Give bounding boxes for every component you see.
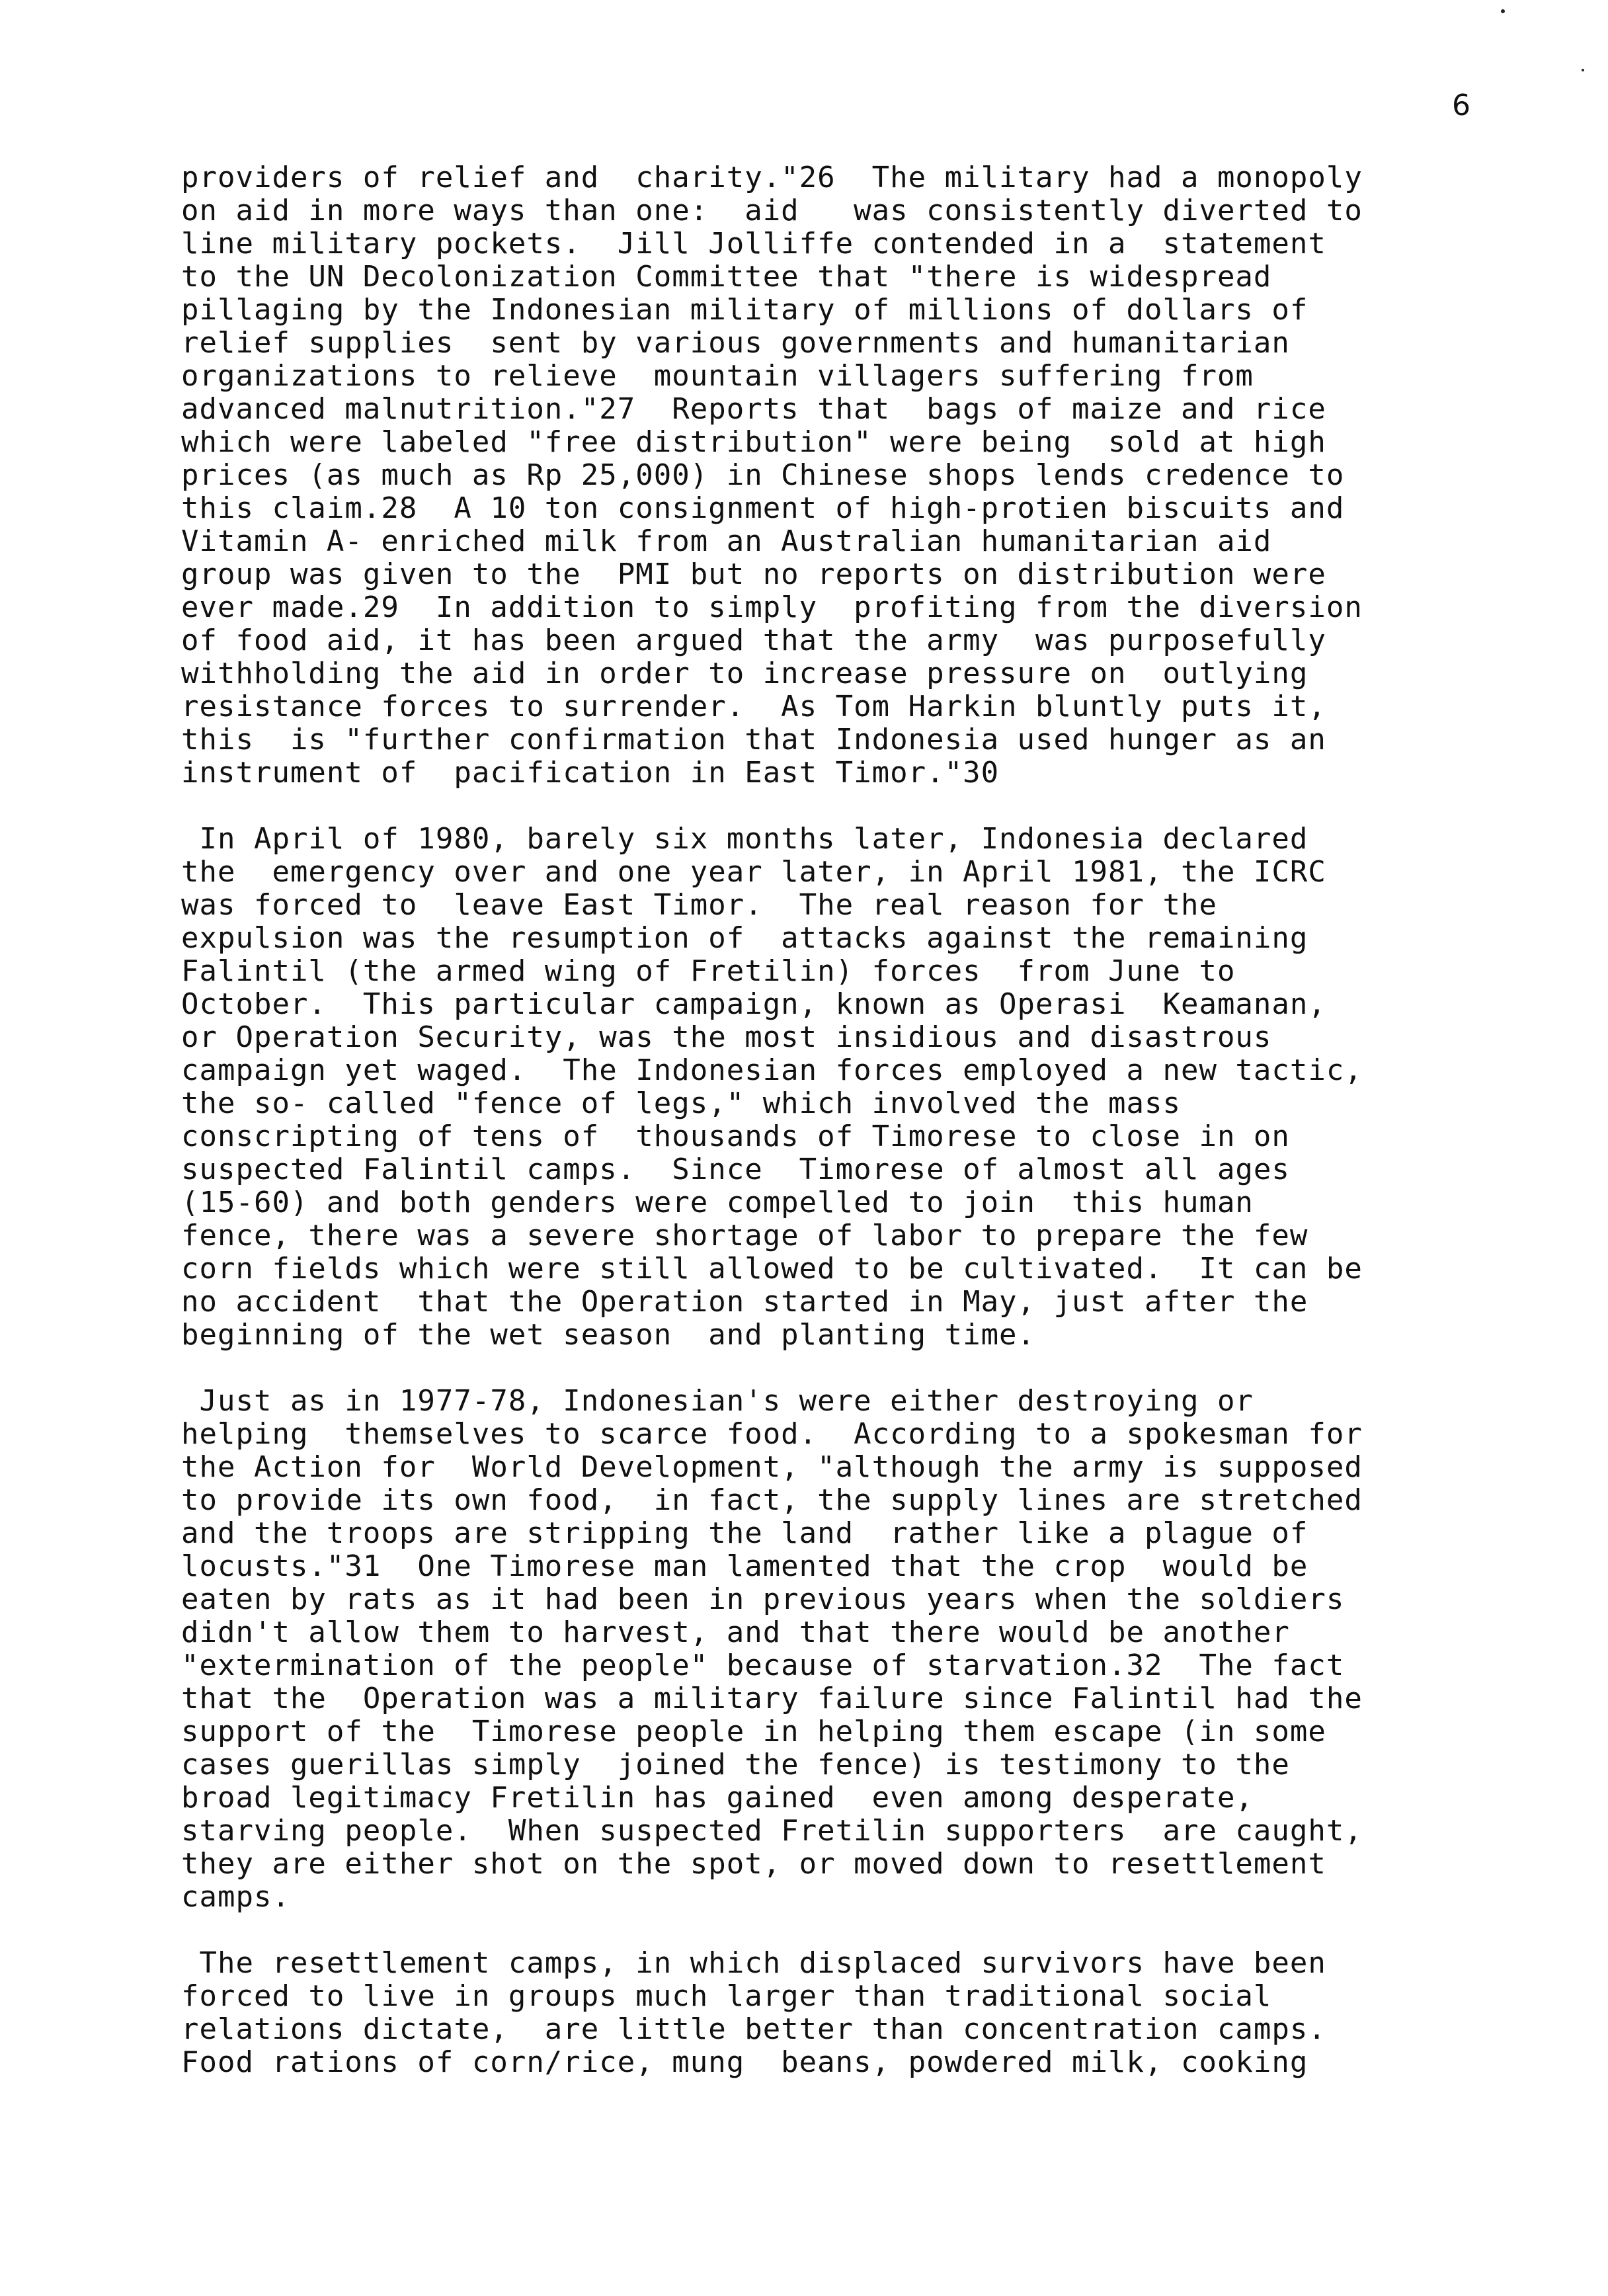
text-line: Vitamin A- enriched milk from an Australian humanitarian aid bbox=[181, 524, 1272, 558]
text-line: the emergency over and one year later, in April 1981, the ICRC bbox=[181, 855, 1326, 889]
text-line: Just as in 1977-78, Indonesian's were either destroying or bbox=[181, 1384, 1254, 1418]
text-line: eaten by rats as it had been in previous years when the soldiers bbox=[181, 1582, 1345, 1616]
text-line: to the UN Decolonization Committee that "there is widespread bbox=[181, 260, 1272, 294]
scan-speck bbox=[1501, 9, 1505, 13]
text-line: (15-60) and both genders were compelled to join this human bbox=[181, 1186, 1254, 1219]
text-line: group was given to the PMI but no reports on distribution were bbox=[181, 557, 1326, 591]
text-line: camps. bbox=[181, 1880, 290, 1914]
text-line: of food aid, it has been argued that the army was purposefully bbox=[181, 624, 1326, 657]
text-line: they are either shot on the spot, or moved down to resettlement bbox=[181, 1847, 1326, 1881]
text-line: "extermination of the people" because of starvation.32 The fact bbox=[181, 1649, 1345, 1682]
text-line: the Action for World Development, "although the army is supposed bbox=[181, 1450, 1363, 1484]
text-line: beginning of the wet season and planting time. bbox=[181, 1318, 1036, 1352]
text-line: locusts."31 One Timorese man lamented that the crop would be bbox=[181, 1549, 1308, 1583]
paragraph-2 bbox=[181, 823, 1504, 1352]
text-line: that the Operation was a military failure since Falintil had the bbox=[181, 1682, 1363, 1715]
text-line: instrument of pacification in East Timor."30 bbox=[181, 756, 1000, 790]
text-line: organizations to relieve mountain villagers suffering from bbox=[181, 359, 1254, 393]
text-line: on aid in more ways than one: aid was consistently diverted to bbox=[181, 194, 1363, 227]
text-line: Falintil (the armed wing of Fretilin) forces from June to bbox=[181, 954, 1236, 988]
paragraph-1 bbox=[181, 161, 1504, 790]
paragraph-3 bbox=[181, 1385, 1504, 1914]
text-line: expulsion was the resumption of attacks against the remaining bbox=[181, 921, 1308, 955]
text-line: providers of relief and charity."26 The military had a monopoly bbox=[181, 161, 1363, 194]
text-line: helping themselves to scarce food. According to a spokesman for bbox=[181, 1417, 1363, 1451]
text-line: or Operation Security, was the most insidious and disastrous bbox=[181, 1020, 1272, 1054]
text-line: fence, there was a severe shortage of labor to prepare the few bbox=[181, 1219, 1308, 1252]
text-line: to provide its own food, in fact, the supply lines are stretched bbox=[181, 1483, 1363, 1517]
text-line: ever made.29 In addition to simply profiting from the diversion bbox=[181, 591, 1363, 624]
text-line: pillaging by the Indonesian military of millions of dollars of bbox=[181, 293, 1308, 327]
text-line: broad legitimacy Fretilin has gained even among desperate, bbox=[181, 1781, 1254, 1815]
text-line: no accident that the Operation started in May, just after the bbox=[181, 1285, 1308, 1319]
text-line: relief supplies sent by various governments and humanitarian bbox=[181, 326, 1290, 360]
text-line: and the troops are stripping the land rather like a plague of bbox=[181, 1516, 1308, 1550]
text-line: October. This particular campaign, known as Operasi Keamanan, bbox=[181, 987, 1326, 1021]
text-line: suspected Falintil camps. Since Timorese of almost all ages bbox=[181, 1153, 1290, 1186]
text-line: The resettlement camps, in which displaced survivors have been bbox=[181, 1946, 1326, 1980]
text-line: In April of 1980, barely six months later, Indonesia declared bbox=[181, 822, 1308, 856]
text-line: starving people. When suspected Fretilin supporters are caught, bbox=[181, 1814, 1363, 1848]
text-line: relations dictate, are little better than concentration camps. bbox=[181, 2012, 1326, 2046]
text-line: which were labeled "free distribution" were being sold at high bbox=[181, 425, 1326, 459]
text-line: didn't allow them to harvest, and that there would be another bbox=[181, 1616, 1290, 1649]
page-number: 6 bbox=[1452, 89, 1470, 122]
scan-speck bbox=[1582, 69, 1584, 71]
text-line: advanced malnutrition."27 Reports that bags of maize and rice bbox=[181, 392, 1326, 426]
text-line: resistance forces to surrender. As Tom Harkin bluntly puts it, bbox=[181, 690, 1326, 723]
text-line: prices (as much as Rp 25,000) in Chinese shops lends credence to bbox=[181, 458, 1345, 492]
text-line: forced to live in groups much larger than traditional social bbox=[181, 1979, 1272, 2013]
text-line: this is "further confirmation that Indonesia used hunger as an bbox=[181, 723, 1326, 757]
text-line: support of the Timorese people in helping them escape (in some bbox=[181, 1715, 1326, 1748]
text-line: conscripting of tens of thousands of Timorese to close in on bbox=[181, 1120, 1290, 1153]
paragraph-4 bbox=[181, 1947, 1504, 2079]
text-line: cases guerillas simply joined the fence) is testimony to the bbox=[181, 1748, 1290, 1782]
text-line: this claim.28 A 10 ton consignment of high-protien biscuits and bbox=[181, 491, 1345, 525]
text-line: corn fields which were still allowed to be cultivated. It can be bbox=[181, 1252, 1363, 1286]
text-line: campaign yet waged. The Indonesian forces employed a new tactic, bbox=[181, 1053, 1363, 1087]
text-line: withholding the aid in order to increase pressure on outlying bbox=[181, 657, 1308, 690]
text-line: line military pockets. Jill Jolliffe contended in a statement bbox=[181, 227, 1326, 261]
text-line: Food rations of corn/rice, mung beans, powdered milk, cooking bbox=[181, 2045, 1308, 2079]
text-line: the so- called "fence of legs," which involved the mass bbox=[181, 1086, 1181, 1120]
text-line: was forced to leave East Timor. The real reason for the bbox=[181, 888, 1217, 922]
